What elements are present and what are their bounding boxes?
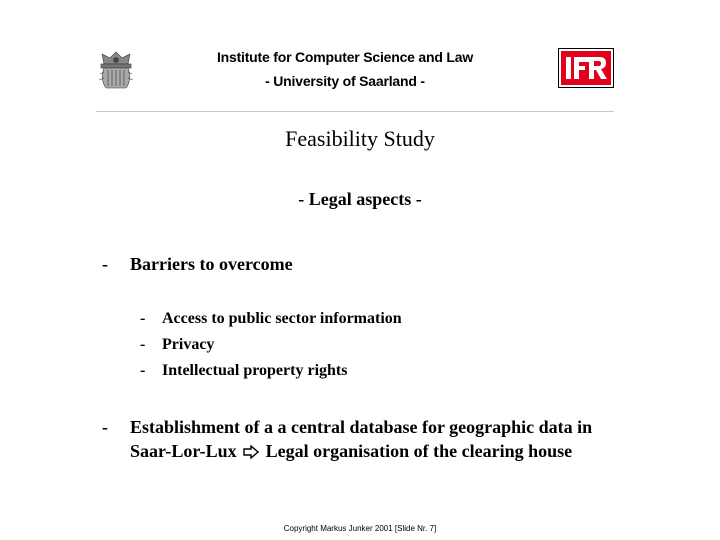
university-name: - University of Saarland -: [265, 73, 425, 89]
sub-item-dash: -: [140, 362, 146, 379]
footer-copyright: Copyright Markus Junker 2001 [Slide Nr. 7]: [283, 524, 437, 533]
right-arrow-icon: [243, 441, 259, 465]
institute-name: Institute for Computer Science and Law: [216, 49, 474, 65]
bullet-dash: -: [102, 417, 108, 437]
bullet-text-after-arrow: Legal organisation of the clearing house: [265, 441, 573, 461]
slide-subtitle: - Legal aspects -: [298, 189, 422, 209]
sub-item-dash: -: [140, 310, 146, 327]
bullet-barriers: Barriers to overcome: [130, 254, 293, 274]
header-divider: [96, 111, 614, 112]
bullet-dash: -: [102, 254, 108, 274]
sub-item: [140, 361, 347, 381]
sub-item-text: Access to public sector information: [162, 310, 402, 327]
bullet-establishment: [130, 415, 610, 465]
bullet-text-before-arrow: Establishment of a a central database for geographic data in Saar-Lor-Lux: [130, 417, 593, 461]
sub-item: [140, 335, 214, 355]
slide-title: Feasibility Study: [285, 126, 435, 151]
sub-item-dash: -: [140, 336, 146, 353]
sub-item-text: Intellectual property rights: [162, 362, 348, 379]
sub-item-text: Privacy: [162, 336, 215, 353]
ifr-logo: [558, 48, 614, 88]
sub-item: [140, 309, 402, 329]
